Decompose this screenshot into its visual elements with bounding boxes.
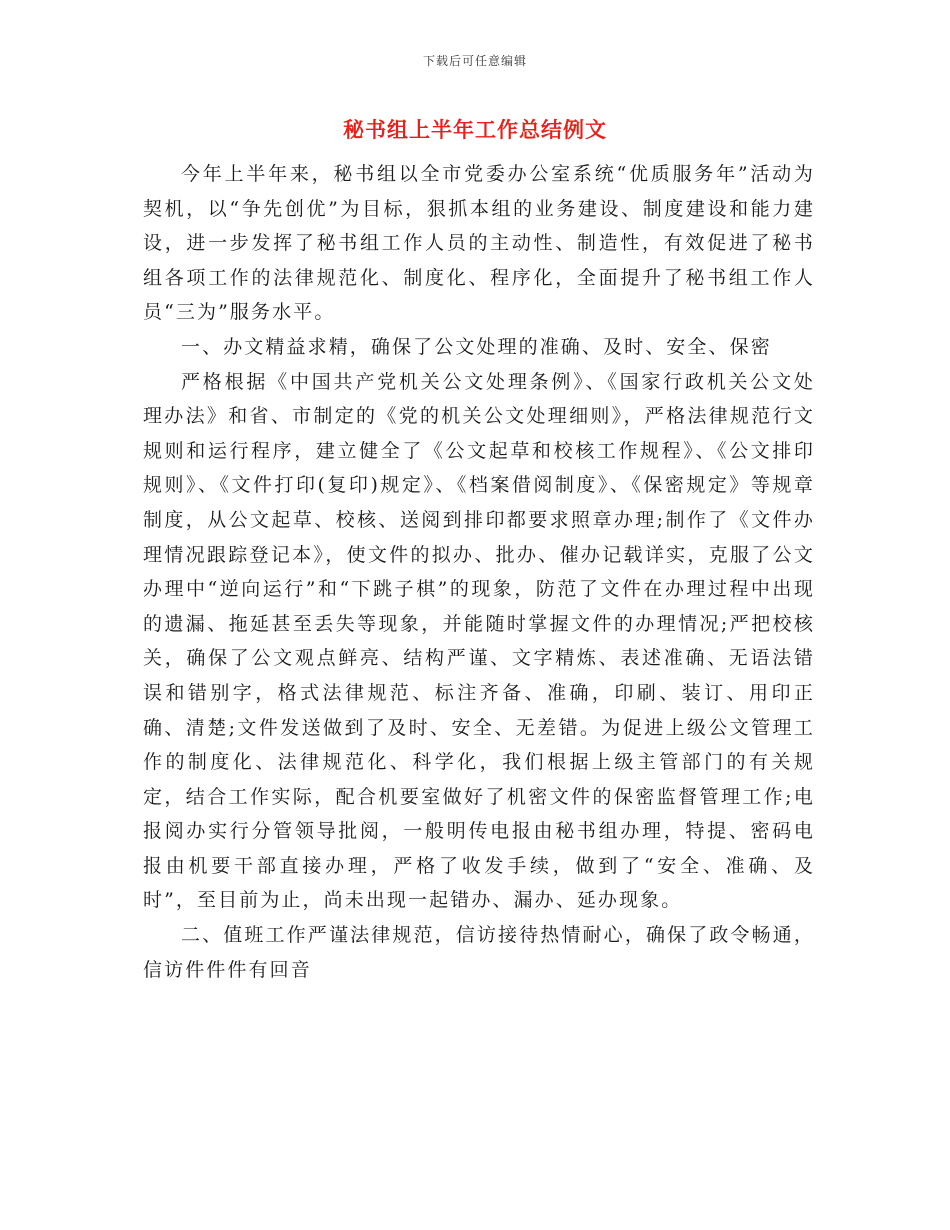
header-note: 下载后可任意编辑 bbox=[422, 54, 527, 68]
paragraph-intro: 今年上半年来，秘书组以全市党委办公室系统“优质服务年”活动为契机，以“争先创优”为目标，狠抓本组的业务建设、制度建设和能力建设，进一步发挥了秘书组工作人员的主动性、制造性，有效促进了秘书组各项工作的法律规范化、制度化、程序化，全面提升了秘书组工作人员“三为”服务水平。 bbox=[143, 163, 815, 324]
document-title: 秘书组上半年工作总结例文 bbox=[343, 117, 607, 142]
paragraph-section-1: 严格根据《中国共产党机关公文处理条例》、《国家行政机关公文处理办法》和省、市制定的《党的机关公文处理细则》，严格法律规范行文规则和运行程序，建立健全了《公文起草和校核工作规程》、《公文排印规则》、《文件打印(复印)规定》、《档案借阅制度》、《保密规定》等规章制度，从公文起草、校核、送阅到排印都要求照章办理;制作了《文件办理情况跟踪登记本》，使文件的拟办、批办、催办记载详实，克服了公文办理中“逆向运行”和“下跳子棋”的现象，防范了文件在办理过程中出现的遗漏、拖延甚至丢失等现象，并能随时掌握文件的办理情况;严把校核关，确保了公文观点鲜亮、结构严谨、文字精炼、表述准确、无语法错误和错别字，格式法律规范、标注齐备、准确，印刷、装订、用印正确、清楚;文件发送做到了及时、安全、无差错。为促进上级公文管理工作的制度化、法律规范化、科学化，我们根据上级主管部门的有关规定，结合工作实际，配合机要室做好了机密文件的保密监督管理工作;电报阅办实行分管领导批阅，一般明传电报由秘书组办理，特提、密码电报由机要干部直接办理，严格了收发手续，做到了“安全、准确、及时”，至目前为止，尚未出现一起错办、漏办、延办现象。 bbox=[143, 370, 815, 912]
section-heading-1: 一、办文精益求精，确保了公文处理的准确、及时、安全、保密 bbox=[181, 335, 772, 358]
section-heading-2: 二、值班工作严谨法律规范，信访接待热情耐心，确保了政令畅通，信访件件件有回音 bbox=[143, 924, 815, 981]
document-body bbox=[143, 157, 815, 987]
